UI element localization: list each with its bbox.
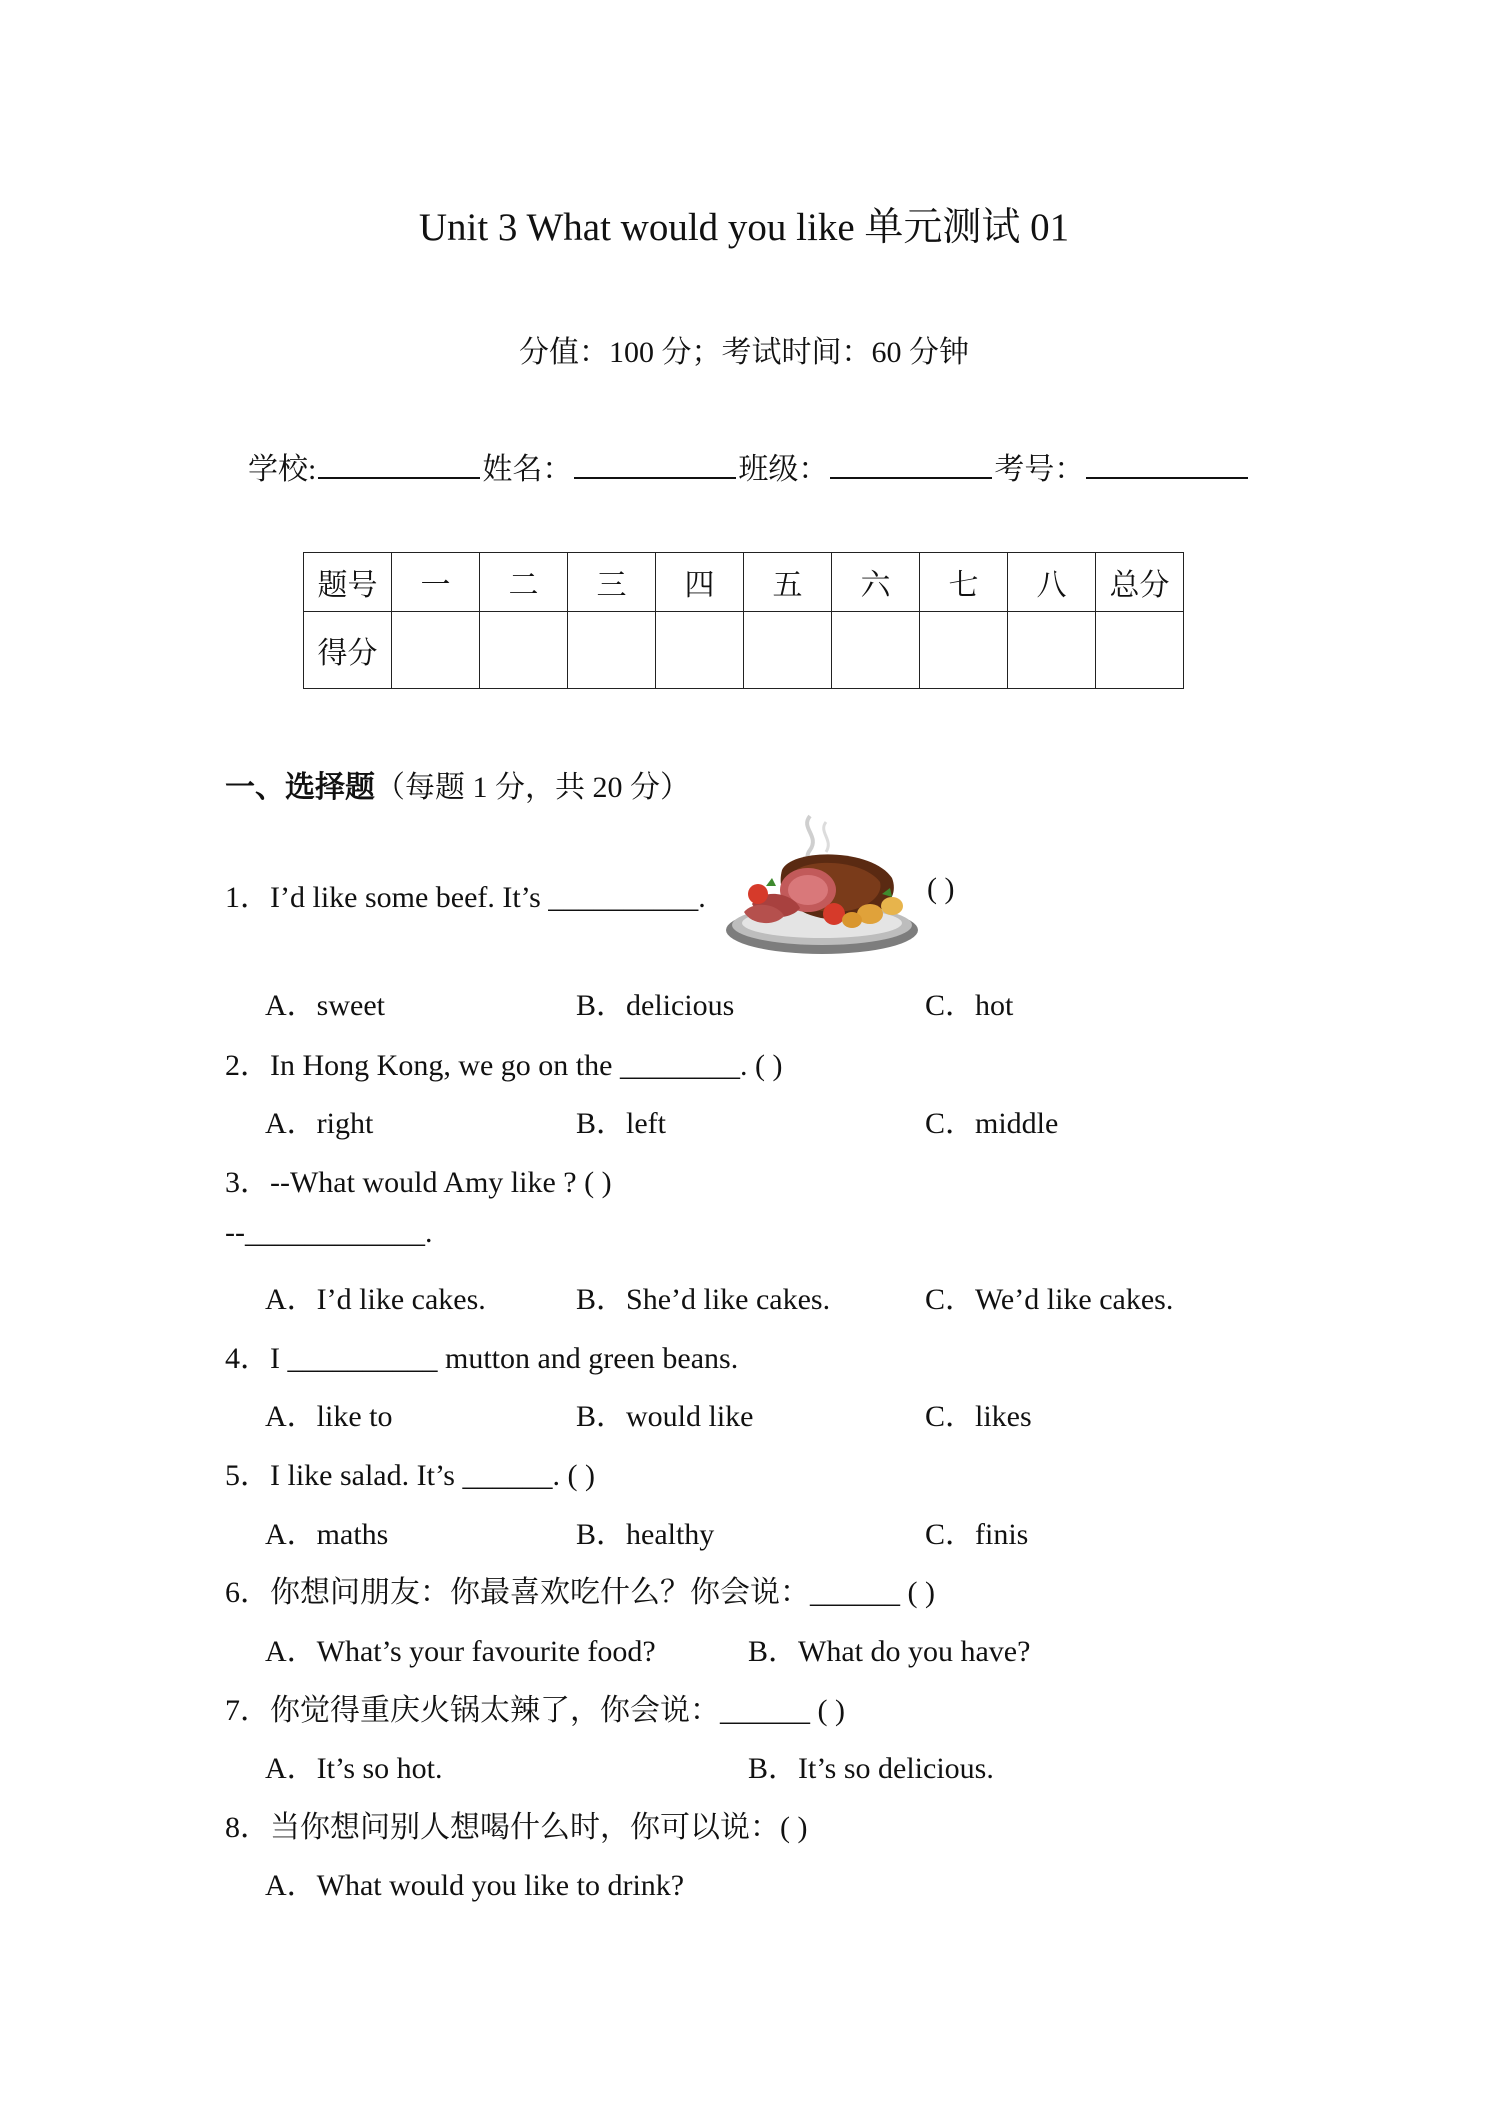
question-1-answer-paren[interactable]: ( )	[927, 872, 955, 905]
question-6-stem: 6．你想问朋友：你最喜欢吃什么？你会说：______ ( )	[225, 1576, 935, 1609]
question-8-option-a[interactable]: A．What would you like to drink?	[265, 1869, 685, 1902]
score-cell[interactable]	[656, 612, 744, 689]
question-3-option-c[interactable]: C．We’d like cakes.	[925, 1283, 1174, 1316]
question-3-stem: 3．--What would Amy like ? ( )	[225, 1166, 612, 1199]
header-cell: 一	[392, 553, 480, 612]
question-2-option-c[interactable]: C．middle	[925, 1107, 1059, 1140]
section-heading	[225, 762, 690, 806]
header-cell: 八	[1008, 553, 1096, 612]
question-8-stem: 8．当你想问别人想喝什么时，你可以说：( )	[225, 1811, 808, 1844]
question-5-option-c[interactable]: C．finis	[925, 1518, 1029, 1551]
score-cell[interactable]	[832, 612, 920, 689]
question-6-option-a[interactable]: A．What’s your favourite food?	[265, 1635, 656, 1668]
question-3-option-a[interactable]: A．I’d like cakes.	[265, 1283, 486, 1316]
document-title: Unit 3 What would you like 单元测试 01	[418, 206, 1070, 249]
school-blank[interactable]	[318, 447, 480, 479]
name-blank[interactable]	[574, 447, 736, 479]
score-row-label: 得分	[304, 612, 392, 689]
question-7-option-b[interactable]: B．It’s so delicious.	[748, 1752, 994, 1785]
header-cell: 六	[832, 553, 920, 612]
section-note: （每题 1 分，共 20 分）	[375, 771, 690, 804]
question-4-stem: 4．I __________ mutton and green beans.	[225, 1342, 739, 1375]
question-3-answer-line: --____________.	[225, 1216, 433, 1249]
class-blank[interactable]	[830, 447, 992, 479]
header-cell: 七	[920, 553, 1008, 612]
score-table	[303, 552, 1184, 689]
score-cell[interactable]	[920, 612, 1008, 689]
question-1-option-b[interactable]: B．delicious	[576, 989, 735, 1022]
score-cell[interactable]	[392, 612, 480, 689]
score-cell[interactable]	[1008, 612, 1096, 689]
question-6-option-b[interactable]: B．What do you have?	[748, 1635, 1031, 1668]
score-table-header-row	[304, 553, 1184, 612]
question-4-option-c[interactable]: C．likes	[925, 1400, 1032, 1433]
header-cell: 二	[480, 553, 568, 612]
question-7-stem: 7．你觉得重庆火锅太辣了，你会说：______ ( )	[225, 1694, 845, 1727]
exam-number-blank[interactable]	[1086, 447, 1248, 479]
score-cell[interactable]	[480, 612, 568, 689]
exam-number-label: 考号：	[994, 453, 1085, 486]
header-cell: 总分	[1096, 553, 1184, 612]
header-cell: 题号	[304, 553, 392, 612]
header-cell: 五	[744, 553, 832, 612]
question-2-option-a[interactable]: A．right	[265, 1107, 374, 1140]
score-time-info: 分值：100 分；考试时间：60 分钟	[519, 336, 969, 369]
question-3-option-b[interactable]: B．She’d like cakes.	[576, 1283, 831, 1316]
question-1-option-c[interactable]: C．hot	[925, 989, 1014, 1022]
question-7-option-a[interactable]: A．It’s so hot.	[265, 1752, 443, 1785]
question-5-option-a[interactable]: A．maths	[265, 1518, 389, 1551]
student-info-row	[248, 444, 1250, 488]
class-label: 班级：	[738, 453, 829, 486]
question-5-stem: 5．I like salad. It’s ______. ( )	[225, 1459, 595, 1492]
header-cell: 四	[656, 553, 744, 612]
section-title: 一、选择题	[225, 771, 375, 804]
question-2-option-b[interactable]: B．left	[576, 1107, 666, 1140]
question-1-option-a[interactable]: A．sweet	[265, 989, 385, 1022]
school-label: 学校:	[248, 453, 317, 486]
question-4-option-a[interactable]: A．like to	[265, 1400, 393, 1433]
score-cell[interactable]	[744, 612, 832, 689]
score-table-score-row	[304, 612, 1184, 689]
name-label: 姓名：	[482, 453, 573, 486]
roast-beef-image	[722, 808, 922, 958]
question-5-option-b[interactable]: B．healthy	[576, 1518, 715, 1551]
header-cell: 三	[568, 553, 656, 612]
question-1-stem: 1．I’d like some beef. It’s __________.	[225, 881, 706, 914]
score-cell[interactable]	[1096, 612, 1184, 689]
score-cell[interactable]	[568, 612, 656, 689]
question-4-option-b[interactable]: B．would like	[576, 1400, 754, 1433]
question-2-stem: 2．In Hong Kong, we go on the ________. ( )	[225, 1049, 783, 1082]
